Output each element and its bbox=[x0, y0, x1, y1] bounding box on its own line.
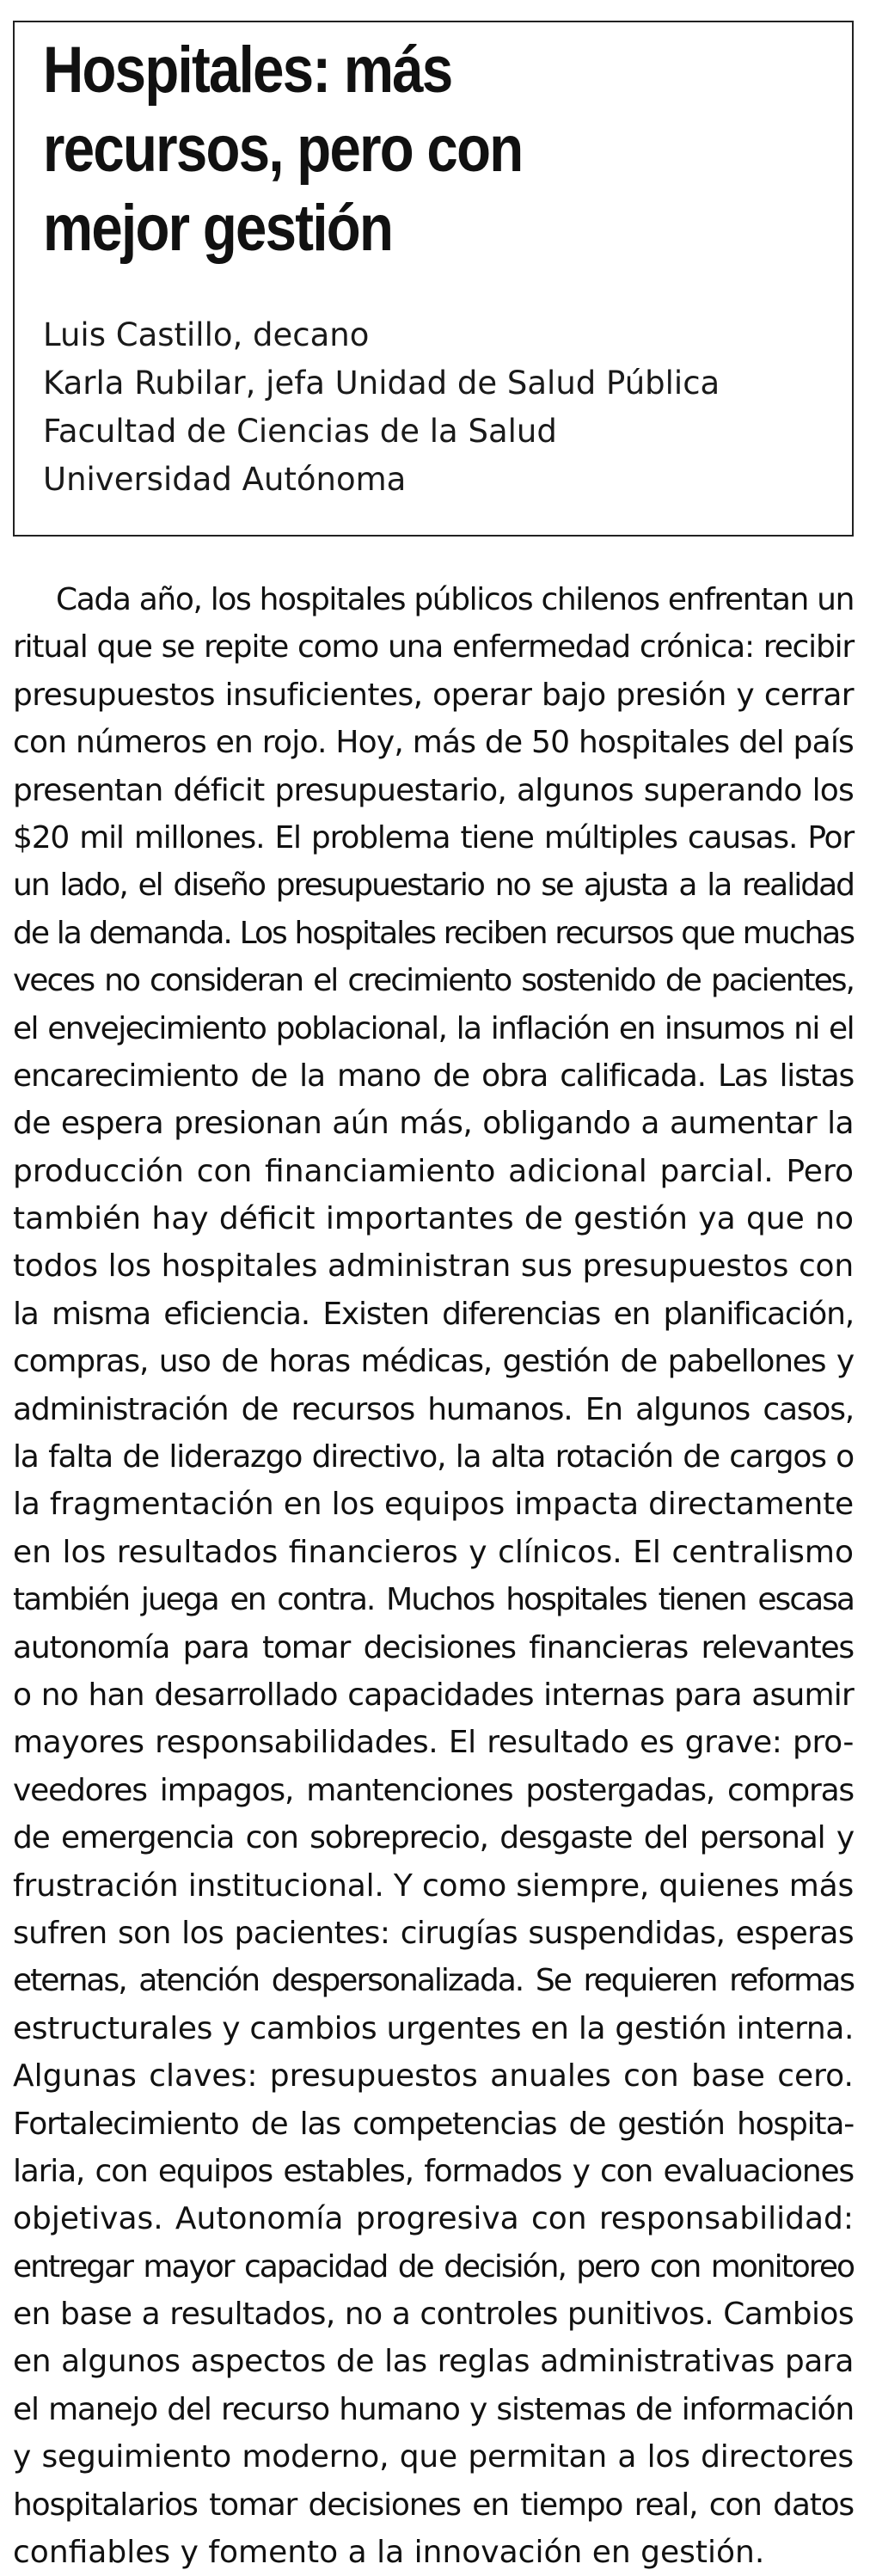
body-line: hospitalarios tomar decisiones en tiempo real, con datos bbox=[13, 2487, 854, 2523]
byline-university: Universidad Autónoma bbox=[43, 461, 407, 498]
article-body bbox=[13, 576, 854, 2576]
body-line: confiables y fomento a la innovación en gestión. bbox=[13, 2535, 765, 2571]
body-line: de emergencia con sobreprecio, desgaste del personal y bbox=[13, 1820, 854, 1856]
body-line: la misma eficiencia. Existen diferencias en planificación, bbox=[13, 1296, 854, 1332]
headline bbox=[43, 31, 708, 268]
body-line: el manejo del recurso humano y sistemas de información bbox=[13, 2391, 854, 2427]
body-line: autonomía para tomar decisiones financieras relevantes bbox=[13, 1629, 854, 1665]
body-line: veedores impagos, mantenciones postergadas, compras bbox=[13, 1772, 854, 1808]
body-line: en los resultados financieros y clínicos. El centralismo bbox=[13, 1534, 854, 1570]
body-line: el envejecimiento poblacional, la inflación en insumos ni el bbox=[13, 1010, 854, 1046]
body-line: laria, con equipos estables, formados y con evaluaciones bbox=[13, 2153, 854, 2189]
body-line: la fragmentación en los equipos impacta directamente bbox=[13, 1487, 854, 1523]
headline-line-1: Hospitales: más bbox=[43, 34, 452, 107]
body-line: $20 mil millones. El problema tiene múltiples causas. Por bbox=[13, 819, 854, 856]
body-line: también hay déficit importantes de gestión ya que no bbox=[13, 1201, 854, 1237]
body-line: frustración institucional. Y como siempre, quienes más bbox=[13, 1868, 855, 1904]
body-line: objetivas. Autonomía progresiva con responsabilidad: bbox=[13, 2201, 854, 2237]
body-line: la falta de liderazgo directivo, la alta rotación de cargos o bbox=[13, 1439, 854, 1475]
body-line: encarecimiento de la mano de obra calificada. Las listas bbox=[13, 1058, 854, 1094]
body-line: sufren son los pacientes: cirugías suspendidas, esperas bbox=[13, 1915, 854, 1951]
body-line: presentan déficit presupuestario, algunos superando los bbox=[13, 772, 854, 808]
body-line: en algunos aspectos de las reglas administrativas para bbox=[13, 2344, 854, 2380]
byline-affiliation: Facultad de Ciencias de la Salud bbox=[43, 413, 557, 450]
body-line: estructurales y cambios urgentes en la gestión interna. bbox=[13, 2010, 854, 2046]
body-line: mayores responsabilidades. El resultado es grave: pro- bbox=[13, 1725, 854, 1761]
body-line: veces no consideran el crecimiento sostenido de pacientes, bbox=[13, 963, 854, 999]
body-line: y seguimiento moderno, que permitan a los directores bbox=[13, 2439, 854, 2475]
body-line: entregar mayor capacidad de decisión, pero con monitoreo bbox=[13, 2248, 854, 2285]
headline-line-3: mejor gestión bbox=[43, 192, 393, 265]
body-line: Algunas claves: presupuestos anuales con base cero. bbox=[13, 2058, 854, 2095]
headline-line-2: recursos, pero con bbox=[43, 113, 523, 186]
body-line: todos los hospitales administran sus presupuestos con bbox=[13, 1248, 854, 1285]
byline bbox=[43, 311, 817, 504]
body-line: producción con financiamiento adicional parcial. Pero bbox=[13, 1153, 854, 1189]
body-line: de espera presionan aún más, obligando a aumentar la bbox=[13, 1106, 854, 1142]
body-line: también juega en contra. Muchos hospitales tienen escasa bbox=[13, 1582, 854, 1618]
byline-author-2: Karla Rubilar, jefa Unidad de Salud Pública bbox=[43, 365, 720, 402]
body-line: administración de recursos humanos. En algunos casos, bbox=[13, 1391, 854, 1427]
body-line: de la demanda. Los hospitales reciben recursos que muchas bbox=[13, 915, 854, 951]
body-line: en base a resultados, no a controles punitivos. Cambios bbox=[13, 2297, 854, 2333]
body-line: un lado, el diseño presupuestario no se ajusta a la realidad bbox=[13, 868, 854, 904]
body-line: Cada año, los hospitales públicos chilenos enfrentan un bbox=[56, 582, 854, 617]
body-line: presupuestos insuficientes, operar bajo presión y cerrar bbox=[13, 677, 854, 713]
body-line: con números en rojo. Hoy, más de 50 hospitales del país bbox=[13, 725, 854, 761]
body-line: compras, uso de horas médicas, gestión de pabellones y bbox=[13, 1344, 854, 1380]
body-line: ritual que se repite como una enfermedad crónica: recibir bbox=[13, 629, 854, 665]
body-line: eternas, atención despersonalizada. Se requieren reformas bbox=[13, 1963, 854, 1999]
body-line: Fortalecimiento de las competencias de gestión hospita- bbox=[13, 2106, 854, 2142]
byline-author-1: Luis Castillo, decano bbox=[43, 316, 370, 353]
body-line: o no han desarrollado capacidades internas para asumir bbox=[13, 1677, 854, 1713]
